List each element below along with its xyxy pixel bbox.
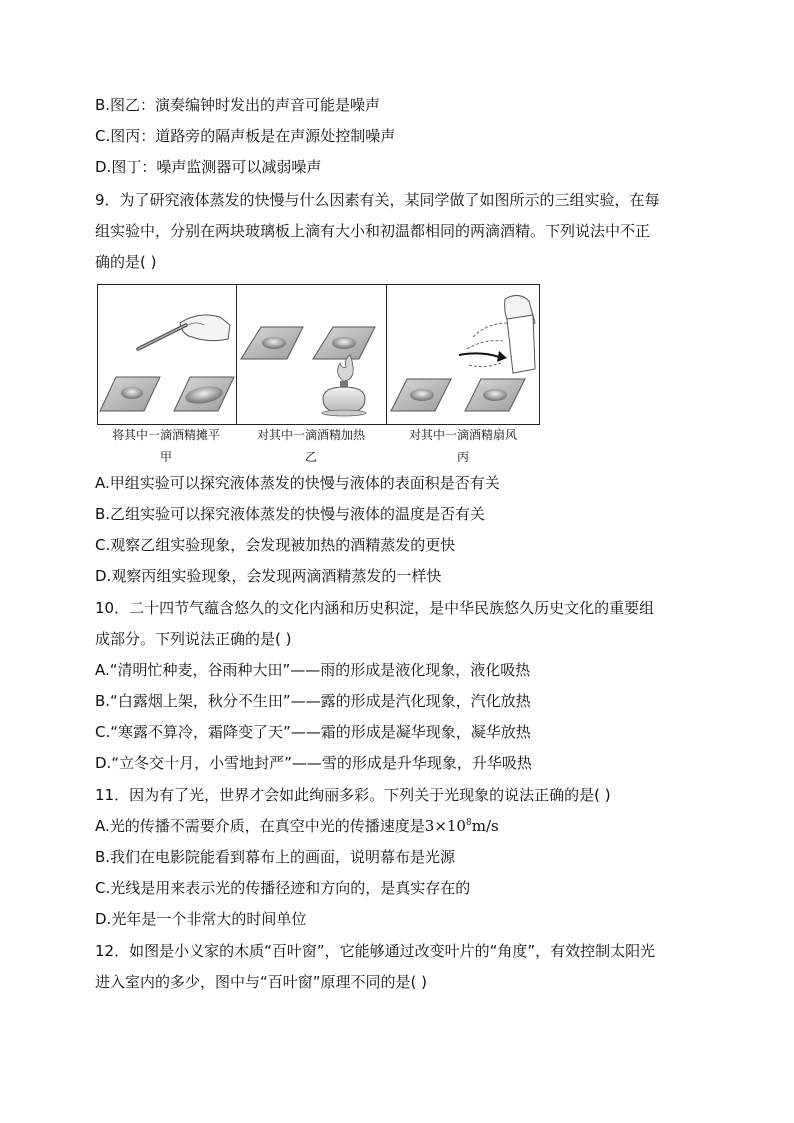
q9-stem-line-1: 9．为了研究液体蒸发的快慢与什么因素有关，某同学做了如图所示的三组实验，在每 bbox=[95, 191, 660, 209]
panel-heating-illustration bbox=[237, 285, 386, 424]
q8-option-d: D.图丁：噪声监测器可以减弱噪声 bbox=[95, 158, 322, 176]
q10-stem-line-1: 10．二十四节气蕴含悠久的文化内涵和历史积淀，是中华民族悠久历史文化的重要组 bbox=[95, 599, 655, 617]
q9-option-a: A.甲组实验可以探究液体蒸发的快慢与液体的表面积是否有关 bbox=[95, 474, 500, 492]
figure-caption-heat: 对其中一滴酒精加热 bbox=[256, 428, 365, 442]
q9-stem-line-3: 确的是( ) bbox=[95, 253, 157, 271]
q9-option-c: C.观察乙组实验现象，会发现被加热的酒精蒸发的更快 bbox=[95, 536, 456, 554]
q11-option-c: C.光线是用来表示光的传播径迹和方向的，是真实存在的 bbox=[95, 879, 471, 897]
q11-speed-value: 3×10 bbox=[424, 817, 466, 835]
q11-option-b: B.我们在电影院能看到幕布上的画面，说明幕布是光源 bbox=[95, 848, 456, 866]
q9-option-d: D.观察丙组实验现象，会发现两滴酒精蒸发的一样快 bbox=[95, 567, 442, 585]
q10-option-b: B.“白露烟上架，秋分不生田”——露的形成是汽化现象，汽化放热 bbox=[95, 692, 531, 710]
figure-label-yi: 乙 bbox=[304, 450, 317, 464]
q10-option-c: C.“寒露不算冷，霜降变了天”——霜的形成是凝华现象，凝华放热 bbox=[95, 723, 531, 741]
panel-spread-illustration bbox=[98, 285, 236, 424]
figure-caption-fan: 对其中一滴酒精扇风 bbox=[408, 428, 517, 442]
figure-label-bing: 丙 bbox=[456, 450, 469, 464]
q11-option-d: D.光年是一个非常大的时间单位 bbox=[95, 910, 307, 928]
q11-speed-exponent: 8 bbox=[465, 818, 472, 828]
q11-stem: 11．因为有了光，世界才会如此绚丽多彩。下列关于光现象的说法正确的是( ) bbox=[95, 786, 611, 804]
q12-stem-line-2: 进入室内的多少，图中与“百叶窗”原理不同的是( ) bbox=[95, 973, 428, 991]
q11-speed-unit: m/s bbox=[471, 817, 499, 835]
q8-option-b: B.图乙：演奏编钟时发出的声音可能是噪声 bbox=[95, 96, 381, 114]
q10-stem-line-2: 成部分。下列说法正确的是( ) bbox=[95, 630, 292, 648]
q9-option-b: B.乙组实验可以探究液体蒸发的快慢与液体的温度是否有关 bbox=[95, 505, 486, 523]
q10-option-d: D.“立冬交十月，小雪地封严”——雪的形成是升华现象，升华吸热 bbox=[95, 754, 532, 772]
q8-option-c: C.图丙：道路旁的隔声板是在声源处控制噪声 bbox=[95, 127, 396, 145]
q9-stem-line-2: 组实验中，分别在两块玻璃板上滴有大小和初温都相同的两滴酒精。下列说法中不正 bbox=[95, 222, 651, 240]
q11-option-a-text: A.光的传播不需要介质，在真空中光的传播速度是 bbox=[95, 817, 425, 835]
q9-experiment-figure bbox=[97, 284, 540, 425]
figure-caption-spread: 将其中一滴酒精摊平 bbox=[111, 428, 220, 442]
panel-fanning-illustration bbox=[387, 285, 539, 424]
q10-option-a: A.“清明忙种麦，谷雨种大田”——雨的形成是液化现象，液化吸热 bbox=[95, 661, 531, 679]
figure-label-jia: 甲 bbox=[159, 450, 172, 464]
q11-option-a bbox=[95, 816, 499, 836]
q12-stem-line-1: 12．如图是小义家的木质“百叶窗”，它能够通过改变叶片的“角度”，有效控制太阳光 bbox=[95, 942, 656, 960]
